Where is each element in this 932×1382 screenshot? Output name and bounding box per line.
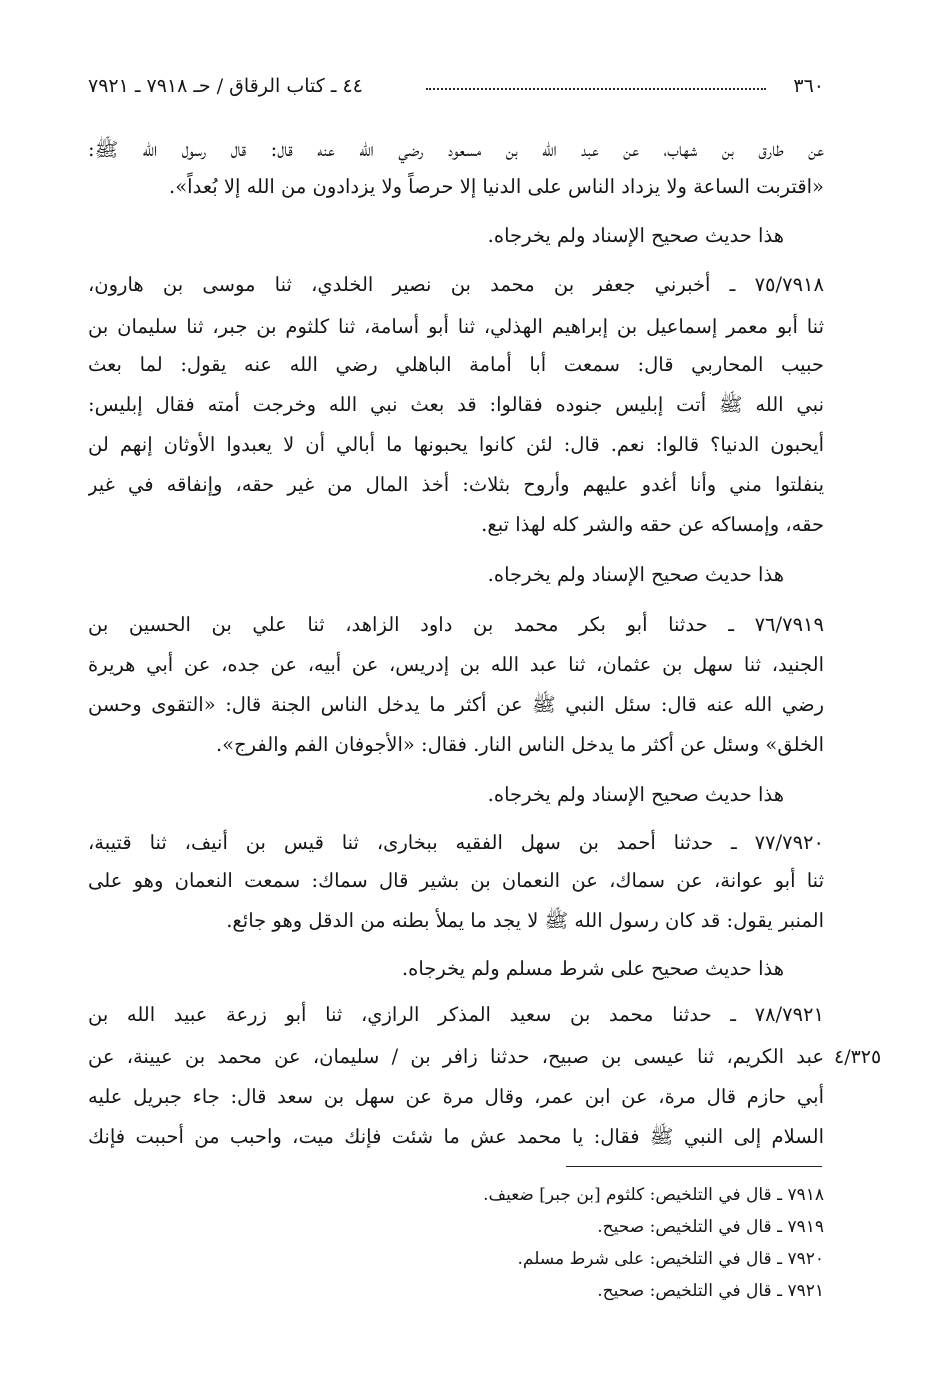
text-line: ثنا أبو عوانة، عن سماك، عن النعمان بن بشير قال سماك: سمعت النعمان وهو على xyxy=(88,869,824,892)
text-line: السلام إلى النبي ﷺ فقال: يا محمد عش ما شئت فإنك ميت، واحبب من أحببت فإنك xyxy=(88,1125,824,1148)
hadith-verdict-line: هذا حديث صحيح الإسناد ولم يخرجاه. xyxy=(487,563,784,586)
text-line: حبيب المحاربي قال: سمعت أبا أمامة الباهلي رضي الله عنه يقول: لما بعث xyxy=(88,353,824,376)
footnote-item: ٧٩١٨ ـ قال في التلخيص: كلثوم [بن جبر] ضعيف. xyxy=(483,1185,824,1205)
text-line: رضي الله عنه قال: سئل النبي ﷺ عن أكثر ما يدخل الناس الجنة قال: «التقوى وحسن xyxy=(88,693,824,716)
text-line: ٧٥/٧٩١٨ ـ أخبرني جعفر بن محمد بن نصير الخلدي، ثنا موسى بن هارون، xyxy=(88,273,824,296)
text-line: نبي الله ﷺ أتت إبليس جنوده فقالوا: قد بعث نبي الله وخرجت أمته فقال إبليس: xyxy=(88,393,824,416)
footnote-item: ٧٩٢٠ ـ قال في التلخيص: على شرط مسلم. xyxy=(517,1249,824,1269)
text-line: «اقتربت الساعة ولا يزداد الناس على الدنيا إلا حرصاً ولا يزدادون من الله إلا بُعداً». xyxy=(169,175,824,198)
hadith-verdict-line: هذا حديث صحيح الإسناد ولم يخرجاه. xyxy=(487,224,784,247)
text-line: ينفلتوا مني وأنا أغدو عليهم وأروح بثلاث: أخذ المال من غير حقه، وإنفاقه في غير xyxy=(88,473,824,496)
dotted-leader xyxy=(426,88,766,90)
hadith-verdict-line: هذا حديث صحيح الإسناد ولم يخرجاه. xyxy=(487,783,784,806)
text-line: أيحبون الدنيا؟ قالوا: نعم. قال: لئن كانوا يحبونها ما أبالي أن لا يعبدوا الأوثان إنهم لن xyxy=(88,433,824,456)
text-line: ثنا أبو معمر إسماعيل بن إبراهيم الهذلي، ثنا أبو أسامة، ثنا كلثوم بن جبر، ثنا سليمان بن xyxy=(88,315,824,338)
text-line: الجنيد، ثنا سهل بن عثمان، ثنا عبد الله بن إدريس، عن أبيه، عن جده، عن أبي هريرة xyxy=(88,653,824,676)
hadith-verdict-line: هذا حديث صحيح على شرط مسلم ولم يخرجاه. xyxy=(401,957,784,980)
running-header xyxy=(88,72,824,100)
margin-volume-reference: ٤/٣٢٥ xyxy=(834,1046,882,1068)
page-number: ٣٦٠ xyxy=(793,75,824,97)
footnote-item: ٧٩٢١ ـ قال في التلخيص: صحيح. xyxy=(597,1281,824,1301)
running-title: ٤٤ ـ كتاب الرقاق / حـ ٧٩١٨ ـ ٧٩٢١ xyxy=(88,75,363,97)
text-line: عن طارق بن شهاب، عن عبد الله بن مسعود رضي الله عنه قال: قال رسول الله ﷺ: xyxy=(88,138,824,161)
text-line: عبد الكريم، ثنا عيسى بن صبيح، حدثنا زافر بن / سليمان، عن محمد بن عيينة، عن xyxy=(88,1045,824,1068)
text-line: ٧٧/٧٩٢٠ ـ حدثنا أحمد بن سهل الفقيه ببخارى، ثنا قيس بن أنيف، ثنا قتيبة، xyxy=(88,831,824,854)
footnote-separator xyxy=(566,1166,822,1167)
text-line: ٧٨/٧٩٢١ ـ حدثنا محمد بن سعيد المذكر الرازي، ثنا أبو زرعة عبيد الله بن xyxy=(88,1003,824,1026)
footnote-item: ٧٩١٩ ـ قال في التلخيص: صحيح. xyxy=(597,1217,824,1237)
text-line: أبي حازم قال مرة، عن ابن عمر، وقال مرة عن سهل بن سعد قال: جاء جبريل عليه xyxy=(88,1085,824,1108)
text-line: ٧٦/٧٩١٩ ـ حدثنا أبو بكر محمد بن داود الزاهد، ثنا علي بن الحسين بن xyxy=(88,613,824,636)
text-line: الخلق» وسئل عن أكثر ما يدخل الناس النار. فقال: «الأجوفان الفم والفرج». xyxy=(215,733,824,756)
text-line: حقه، وإمساكه عن حقه والشر كله لهذا تبع. xyxy=(481,513,824,536)
text-line: المنبر يقول: قد كان رسول الله ﷺ لا يجد ما يملأ بطنه من الدقل وهو جائع. xyxy=(226,909,824,932)
